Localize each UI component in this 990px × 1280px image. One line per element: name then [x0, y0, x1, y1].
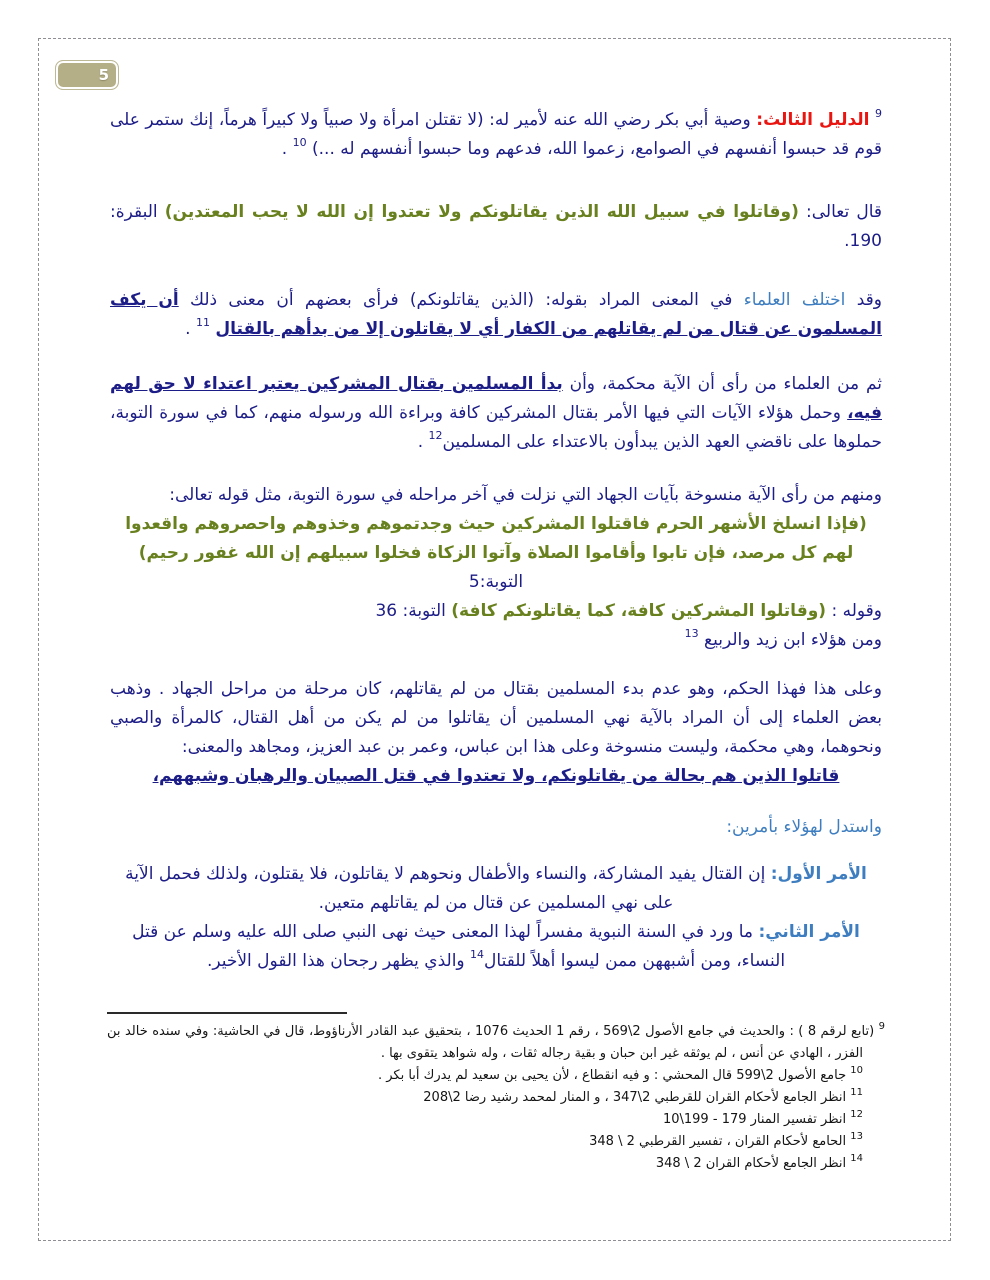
footnote-14-text: انظر الجامع لأحكام القران 2 \ 348 [655, 1156, 847, 1171]
quran-verse-baqara-190: (وقاتلوا في سبيل الله الذين يقاتلونكم ولا تعتدوا إن الله لا يحب المعتدين) [164, 202, 799, 222]
paragraph-two-proofs-intro: واستدل لهؤلاء بأمرين: [726, 817, 882, 837]
verse-reference-tawba-36: التوبة: 36 [375, 601, 452, 621]
paragraph-ruling-summary [110, 675, 882, 791]
footnote-12 [107, 1109, 885, 1131]
paragraph-muhkama-opinion [110, 370, 882, 457]
paragraph-scholars-dispute [110, 286, 882, 344]
dispute-underlined-opinion: أن يكف المسلمون عن قتال من لم يقاتلهم من الكفار أي لا يقاتلون إلا من بدأهم بالقتال [110, 290, 882, 339]
third-evidence-text: وصية أبي بكر رضي الله عنه لأمير له: (لا تقتلن امرأة ولا صبياً ولا كبيراً هرماً، إنك ستمر على قوم قد حبسوا أنفسهم في الصوامع، زعموا الله، فدعهم وما حبسوا أنفسهم له ...) [110, 110, 882, 159]
footnote-10 [107, 1065, 885, 1087]
first-matter-text: إن القتال يفيد المشاركة، والنساء والأطفال ونحوهم لا يقاتلون، فلا يقتلون، ولذلك فحمل الآية على نهي المسلمين عن قتال من لم يقاتلهم متعين. [125, 864, 771, 913]
dispute-text-b: في المعنى المراد بقوله: (الذين يقاتلونكم) فرأى بعضهم أن معنى ذلك [178, 290, 744, 310]
paragraph-verse-baqara [110, 198, 882, 256]
ruling-underlined-meaning [110, 762, 882, 791]
footnote-ref-10: 10 [292, 136, 307, 150]
footnote-13-text: الحامع لأحكام القران ، تفسير القرطبي 2 \ 348 [589, 1134, 847, 1149]
document-body [110, 106, 882, 976]
second-matter-text-a: ما ورد في السنة النبوية مفسراً لهذا المعنى حيث نهى النبي صلى الله عليه وسلم عن قتل النساء، ومن أشبههن ممن ليسوا أهلاً للقتال [132, 922, 786, 971]
second-matter-text-b: والذي يظهر رجحان هذا القول الأخير. [206, 951, 471, 971]
tawba-36-intro: وقوله : [826, 601, 882, 621]
footnote-9-text: (تابع لرقم 8 ) : والحديث في جامع الأصول 2\569 ، رقم 1 الحديث 1076 ، بتحقيق عبد القادر الأرناؤوط، قال في الحاشية: وفي سنده خالد بن الفزر ، الهادي عن أنس ، لم يوثقه غير ابن حبان و بقية رجاله ثقات ، وله شواهد يتقوى بها . [107, 1024, 875, 1061]
footnote-11-number: 11 [850, 1086, 863, 1098]
second-matter-label: الأمر الثاني: [758, 922, 860, 942]
dispute-highlight: اختلف العلماء [743, 290, 846, 310]
footnote-11-text: انظر الجامع لأحكام القران للقرطبي 2\347 ، و المنار لمحمد رشيد رضا 2\208 [423, 1090, 847, 1105]
footnote-9-number: 9 [878, 1020, 886, 1032]
footnote-ref-9: 9 [875, 107, 883, 121]
footnote-ref-12: 12 [428, 429, 443, 443]
quran-verse-tawba-5: (فإذا انسلخ الأشهر الحرم فاقتلوا المشركين حيث وجدتموهم وخذوهم واحصروهم واقعدوا لهم كل مرصد، فإن تابوا وأقاموا الصلاة وآتوا الزكاة فخلوا سبيلهم إن الله غفور رحيم) [125, 514, 867, 563]
footnote-ref-11: 11 [195, 316, 210, 330]
footnote-14-number: 14 [850, 1152, 863, 1164]
footnotes-section [107, 1012, 885, 1175]
muhkama-underlined: بدأ المسلمين بقتال المشركين يعتبر اعتداء لا حق لهم فيه، [110, 374, 882, 423]
footnote-ref-14: 14 [470, 948, 485, 962]
third-evidence-label: الدليل الثالث: [756, 110, 870, 130]
footnote-separator [107, 1012, 347, 1014]
footnote-9 [107, 1021, 885, 1065]
muhkama-tail: . [417, 432, 429, 452]
footnote-11 [107, 1087, 885, 1109]
muhkama-text-a: ثم من العلماء من رأى أن الآية محكمة، وأن [562, 374, 882, 394]
footnote-12-number: 12 [850, 1108, 863, 1120]
naskh-proponents-text: ومن هؤلاء ابن زيد والربيع [704, 630, 882, 650]
verse-intro: قال تعالى: [798, 202, 882, 222]
first-matter-label: الأمر الأول: [770, 864, 867, 884]
page-number: 5 [98, 66, 109, 84]
paragraph-second-matter [110, 918, 882, 976]
footnote-10-text: جامع الأصول 2\599 قال المحشي : و فيه انقطاع ، لأن يحيى بن سعيد لم يدرك أبا بكر . [377, 1068, 847, 1083]
muhkama-text-b: وحمل هؤلاء الآيات التي فيها الأمر بقتال المشركين كافة وبراءة الله ورسوله منهم، كما في سورة التوبة، حملوها على ناقضي العهد الذين يبدأون بالاعتداء على المسلمين [110, 403, 882, 452]
footnote-12-text: انظر تفسير المنار 179 - 199\10 [662, 1112, 847, 1127]
verse-reference-baqara: البقرة: 190. [110, 202, 882, 251]
naskh-intro-line: ومنهم من رأى الآية منسوخة بآيات الجهاد التي نزلت في آخر مراحله في سورة التوبة، مثل قوله تعالى: [169, 485, 882, 505]
footnote-13 [107, 1131, 885, 1153]
dispute-text-a: وقد [845, 290, 883, 310]
verse-reference-tawba-5: التوبة:5 [468, 572, 524, 592]
third-evidence-tail: . [281, 139, 293, 159]
footnote-ref-13: 13 [684, 627, 699, 641]
quran-verse-tawba-5-line [110, 510, 882, 597]
ruling-summary-text: وعلى هذا فهذا الحكم، وهو عدم بدء المسلمين بقتال من لم يقاتلهم، كان مرحلة من مراحل الجهاد . وذهب بعض العلماء إلى أن المراد بالآية نهي المسلمين أن يقاتلوا من لم يكن من أهل القتال، كالمرأة والصبي ونحوهما، وهي محكمة، وليست منسوخة وعلى هذا ابن عباس، وعمر بن عبد العزيز، ومجاهد والمعنى: [110, 679, 882, 757]
dispute-tail: . [185, 319, 196, 339]
paragraph-third-evidence [110, 106, 882, 164]
paragraph-first-matter [110, 860, 882, 918]
footnote-13-number: 13 [850, 1130, 863, 1142]
paragraph-naskh-opinion [110, 481, 882, 655]
footnote-14 [107, 1153, 885, 1175]
naskh-proponents-line [110, 626, 882, 655]
footnote-10-number: 10 [850, 1064, 863, 1076]
ruling-underlined-text: قاتلوا الذين هم بحالة من يقاتلونكم، ولا تعتدوا في قتل الصبيان والرهبان وشبههم، [152, 766, 840, 786]
page-number-badge [55, 60, 119, 90]
quran-verse-tawba-36-line [110, 597, 882, 626]
quran-verse-tawba-36: (وقاتلوا المشركين كافة، كما يقاتلونكم كافة) [451, 601, 827, 621]
